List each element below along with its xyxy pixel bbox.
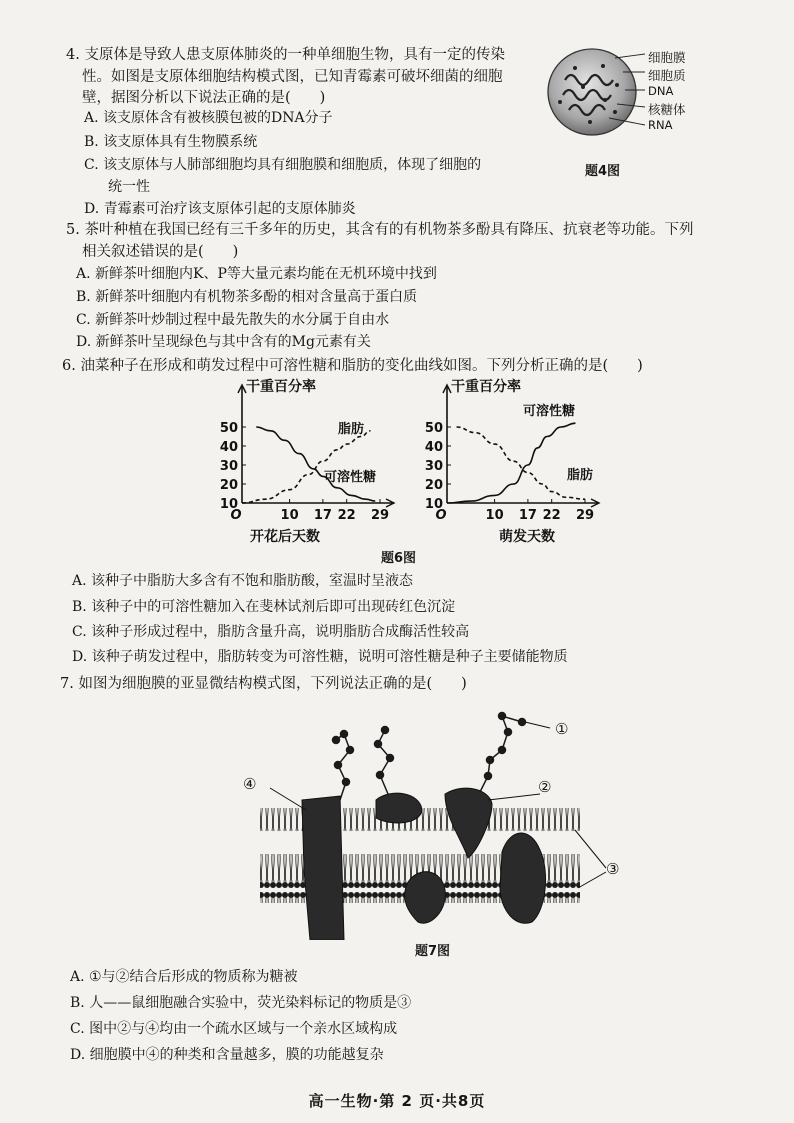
y-axis-label: 干重百分率 — [246, 379, 316, 395]
q5-option-a: A. 新鲜茶叶细胞内K、P等大量元素均能在无机环境中找到 — [76, 266, 437, 282]
x-tick-label: 29 — [575, 508, 595, 523]
y-tick-label: 30 — [424, 459, 443, 474]
x-axis-label: 萌发天数 — [499, 529, 555, 545]
x-tick-label: 22 — [337, 508, 356, 523]
q6-option-a: A. 该种子中脂肪大多含有不饱和脂肪酸，室温时呈液态 — [72, 573, 414, 589]
q6-option-b: B. 该种子中的可溶性糖加入在斐林试剂后即可出现砖红色沉淀 — [72, 599, 456, 615]
x-tick-label: O — [435, 508, 447, 523]
label-3: ③ — [606, 860, 620, 878]
series-line — [242, 431, 370, 503]
q7-option-c: C. 图中②与④均由一个疏水区域与一个亲水区域构成 — [70, 1021, 398, 1037]
label-cell-membrane: 细胞膜 — [648, 50, 686, 65]
y-tick-label: 50 — [219, 421, 238, 436]
x-tick-label: 22 — [542, 508, 561, 523]
series-label: 脂肪 — [338, 422, 365, 437]
q7-option-d: D. 细胞膜中④的种类和含量越多，膜的功能越复杂 — [70, 1047, 384, 1063]
y-tick-label: 10 — [219, 497, 238, 512]
q4-option-d: D. 青霉素可治疗该支原体引起的支原体肺炎 — [84, 201, 356, 217]
x-tick-label: 10 — [280, 508, 299, 523]
label-1: ① — [555, 720, 569, 738]
q5-option-c: C. 新鲜茶叶炒制过程中最先散失的水分属于自由水 — [76, 312, 390, 328]
q7-membrane-figure — [240, 700, 640, 940]
x-axis-label: 开花后天数 — [250, 529, 320, 545]
label-dna: DNA — [648, 84, 674, 98]
y-tick-label: 50 — [424, 421, 443, 436]
y-tick-label: 20 — [424, 478, 443, 493]
q5-option-b: B. 新鲜茶叶细胞内有机物茶多酚的相对含量高于蛋白质 — [76, 289, 418, 305]
label-4: ④ — [243, 775, 257, 793]
label-cytoplasm: 细胞质 — [648, 68, 686, 83]
label-ribosome: 核糖体 — [648, 102, 686, 117]
x-tick-label: 17 — [313, 508, 332, 523]
q7-option-a: A. ①与②结合后形成的物质称为糖被 — [70, 969, 298, 985]
q5-stem-line-2: 相关叙述错误的是( ) — [82, 244, 239, 260]
q4-stem-line-3: 壁，据图分析以下说法正确的是( ) — [82, 90, 326, 106]
q6-chart-germination — [415, 375, 615, 545]
label-2: ② — [538, 778, 552, 796]
series-label: 可溶性糖 — [523, 404, 576, 419]
q4-option-c-cont: 统一性 — [108, 179, 150, 195]
label-rna: RNA — [648, 118, 673, 132]
q4-figure-caption: 题4图 — [585, 164, 621, 179]
series-line — [457, 427, 585, 499]
series-line — [256, 427, 375, 501]
q7-option-b: B. 人——鼠细胞融合实验中，荧光染料标记的物质是③ — [70, 995, 412, 1011]
x-tick-label: 10 — [485, 508, 504, 523]
q4-option-b: B. 该支原体具有生物膜系统 — [84, 134, 258, 150]
q4-stem-line-1: 4. 支原体是导致人患支原体肺炎的一种单细胞生物，具有一定的传染 — [66, 47, 505, 63]
page-footer: 高一生物·第 2 页·共8页 — [308, 1092, 486, 1110]
q7-figure-caption: 题7图 — [415, 944, 451, 959]
x-tick-label: 29 — [370, 508, 390, 523]
y-tick-label: 40 — [219, 440, 238, 455]
q5-stem-line-1: 5. 茶叶种植在我国已经有三千多年的历史，其含有的有机物茶多酚具有降压、抗衰老等功能。下列 — [66, 222, 694, 238]
q6-stem: 6. 油菜种子在形成和萌发过程中可溶性糖和脂肪的变化曲线如图。下列分析正确的是( ) — [62, 358, 643, 374]
x-tick-label: 17 — [518, 508, 537, 523]
sugar-chains — [333, 713, 526, 801]
q6-option-d: D. 该种子萌发过程中，脂肪转变为可溶性糖，说明可溶性糖是种子主要储能物质 — [72, 649, 568, 665]
q4-stem-line-2: 性。如图是支原体细胞结构模式图，已知青霉素可破坏细菌的细胞 — [82, 69, 503, 85]
q6-figure-caption: 题6图 — [381, 551, 417, 566]
y-tick-label: 10 — [424, 497, 443, 512]
q6-option-c: C. 该种子形成过程中，脂肪含量升高，说明脂肪合成酶活性较高 — [72, 624, 470, 640]
cell-body — [548, 49, 636, 135]
q7-stem: 7. 如图为细胞膜的亚显微结构模式图，下列说法正确的是( ) — [60, 676, 467, 692]
q5-option-d: D. 新鲜茶叶呈现绿色与其中含有的Mg元素有关 — [76, 334, 371, 350]
series-label: 可溶性糖 — [323, 470, 377, 485]
series-line — [447, 423, 575, 503]
y-tick-label: 40 — [424, 440, 443, 455]
q4-option-c: C. 该支原体与人肺部细胞均具有细胞膜和细胞质，体现了细胞的 — [84, 157, 482, 173]
series-label: 脂肪 — [567, 468, 594, 483]
q4-option-a: A. 该支原体含有被核膜包被的DNA分子 — [84, 110, 333, 126]
y-tick-label: 30 — [219, 459, 238, 474]
y-tick-label: 20 — [219, 478, 238, 493]
q6-chart-flowering — [210, 375, 410, 545]
x-tick-label: O — [230, 508, 242, 523]
y-axis-label: 干重百分率 — [451, 379, 521, 395]
